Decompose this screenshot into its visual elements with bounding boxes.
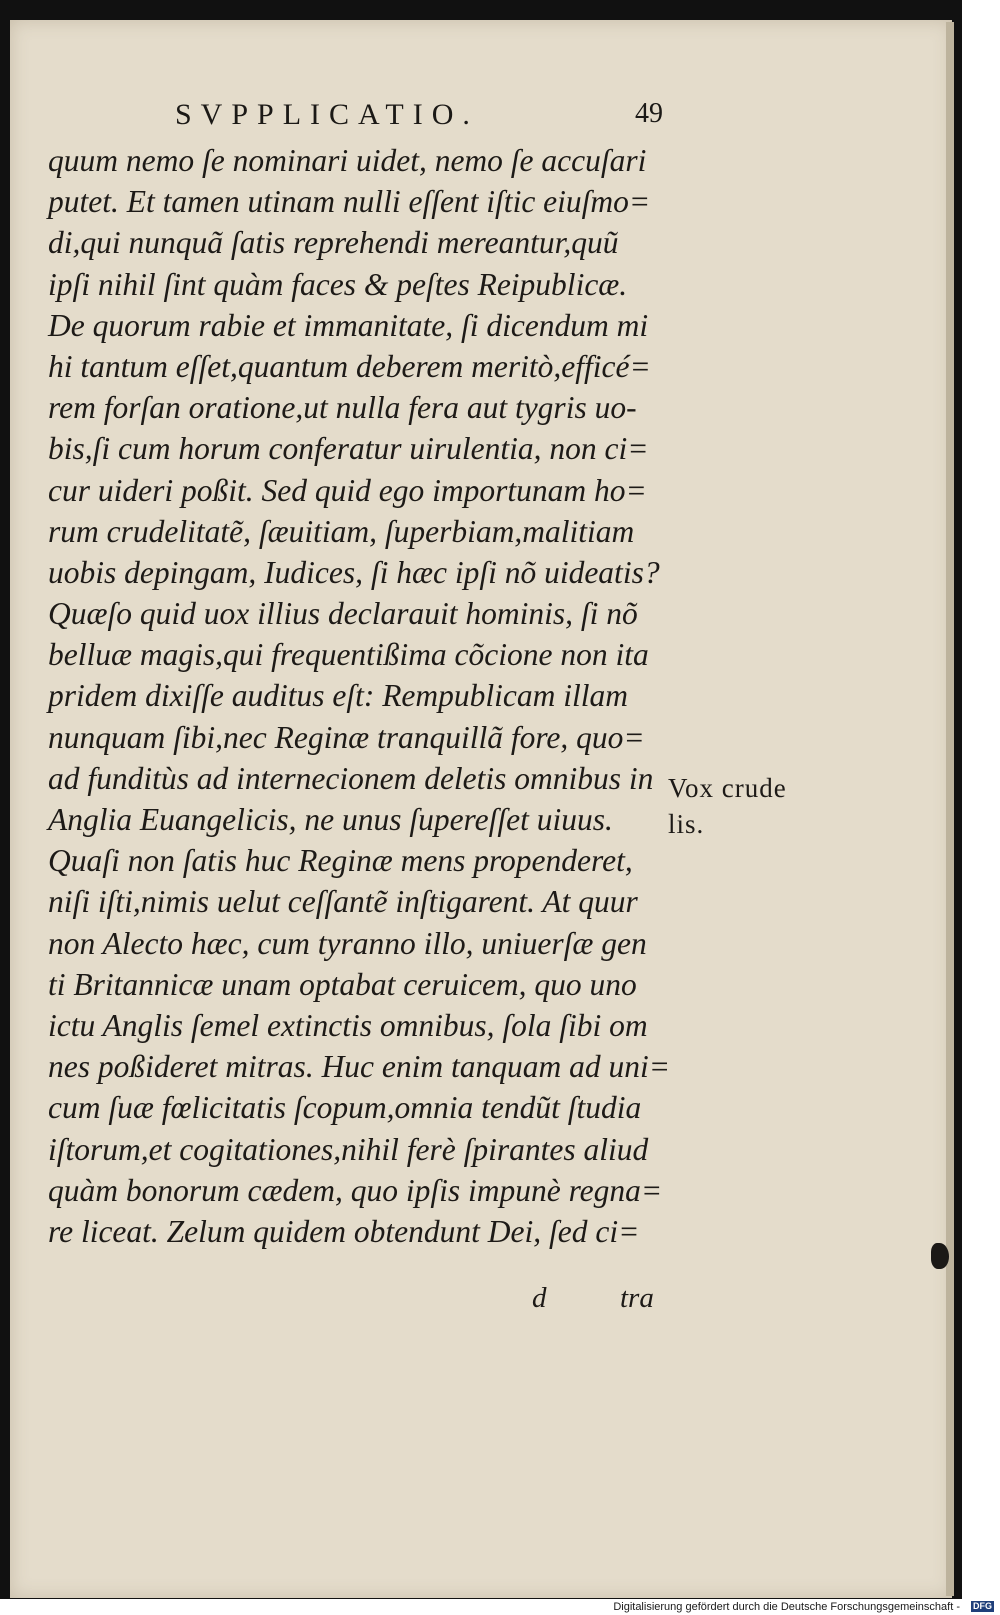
text-line: putet. Et tamen utinam nulli eſſent iſtic eiuſmo=: [48, 184, 651, 220]
footer-credit: Digitalisierung gefördert durch die Deutsche Forschungsgemeinschaft -: [613, 1601, 960, 1613]
text-line: belluæ magis,qui frequentißima cõcione non ita: [48, 637, 649, 673]
running-head: [175, 98, 675, 132]
ink-blot: [931, 1243, 949, 1269]
text-line: ad funditùs ad internecionem deletis omnibus in: [48, 760, 654, 796]
text-line: hi tantum eſſet,quantum deberem meritò,efficé=: [48, 348, 651, 384]
running-title: SVPPLICATIO.: [175, 98, 479, 131]
text-line: quum nemo ſe nominari uidet, nemo ſe accuſari: [48, 143, 647, 178]
text-line: Quaſi non ſatis huc Reginæ mens propenderet,: [48, 843, 633, 879]
dfg-logo: DFG: [973, 1601, 992, 1611]
text-line: De quorum rabie et immanitate, ſi dicendum mi: [48, 307, 649, 343]
text-line: ictu Anglis ſemel extinctis omnibus, ſola ſibi om: [48, 1007, 648, 1043]
text-line: quàm bonorum cædem, quo ipſis impunè regna=: [48, 1172, 663, 1208]
text-line: uobis depingam, Iudices, ſi hæc ipſi nõ uideatis?: [48, 554, 660, 590]
text-line: ipſi nihil ſint quàm faces & peſtes Reipublicæ.: [48, 266, 628, 302]
text-line: rem forſan oratione,ut nulla fera aut tygris uo-: [48, 390, 637, 426]
text-line: ti Britannicæ unam optabat ceruicem, quo uno: [48, 966, 637, 1002]
body-text: [48, 140, 671, 1252]
text-line: Quæſo quid uox illius declarauit hominis, ſi nõ: [48, 596, 638, 632]
signature-mark: d: [532, 1282, 547, 1314]
page-edge: [946, 22, 954, 1596]
text-line: Anglia Euangelicis, ne unus ſupereſſet uiuus.: [48, 802, 613, 837]
text-line: non Alecto hæc, cum tyranno illo, uniuerſæ gen: [48, 925, 647, 961]
page-number: 49: [635, 98, 663, 129]
text-line: nunquam ſibi,nec Reginæ tranquillã fore, quo=: [48, 719, 645, 755]
text-line: nes poßideret mitras. Huc enim tanquam ad uni=: [48, 1049, 671, 1085]
marginal-note: [668, 770, 787, 842]
catchword: tra: [620, 1282, 654, 1314]
marginal-note-line: lis.: [668, 809, 705, 839]
text-line: re liceat. Zelum quidem obtendunt Dei, ſed ci=: [48, 1213, 640, 1249]
digitization-footer: [0, 1599, 1000, 1615]
text-line: cur uideri poßit. Sed quid ego importunam ho=: [48, 472, 647, 508]
text-line: di,qui nunquã ſatis reprehendi mereantur,quũ: [48, 225, 619, 261]
text-line: pridem dixiſſe auditus eſt: Rempublicam illam: [48, 678, 629, 714]
text-line: bis,ſi cum horum conferatur uirulentia, non ci=: [48, 431, 649, 467]
text-line: rum crudelitatẽ, ſæuitiam, ſuperbiam,malitiam: [48, 513, 635, 549]
marginal-note-line: Vox crude: [668, 773, 787, 803]
text-line: iſtorum,et cogitationes,nihil ferè ſpirantes aliud: [48, 1131, 649, 1167]
text-line: niſi iſti,nimis uelut ceſſantẽ inſtigarent. At quur: [48, 884, 638, 920]
text-line: cum ſuæ fœlicitatis ſcopum,omnia tendũt ſtudia: [48, 1090, 642, 1126]
